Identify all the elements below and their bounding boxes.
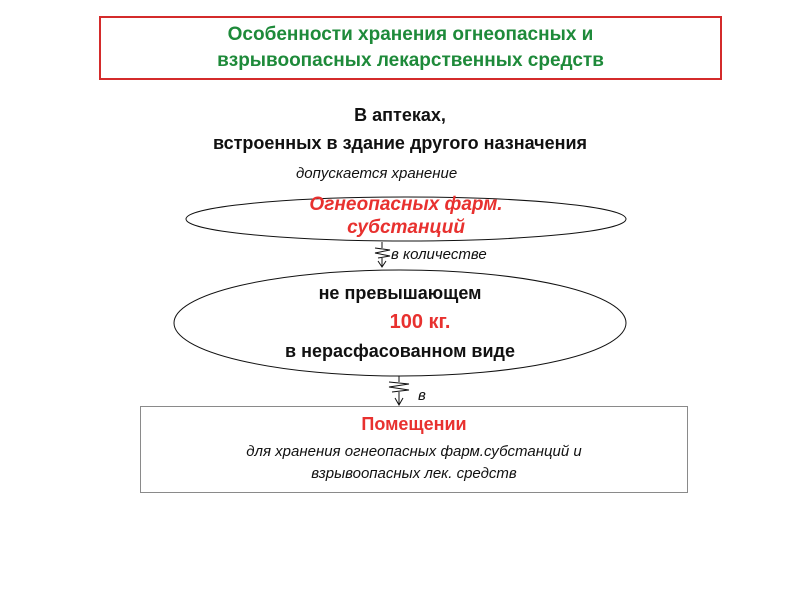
room-title: Помещении <box>361 414 467 434</box>
title-line-1: Особенности хранения огнеопасных и <box>227 24 594 45</box>
bulk-form-text: в нерасфасованном виде <box>285 341 515 361</box>
zigzag-connector-2 <box>389 376 409 405</box>
substance-line-2: субстанций <box>347 217 465 238</box>
heading-line-2: встроенных в здание другого назначения <box>212 133 588 153</box>
room-description <box>141 441 687 485</box>
not-exceeding-text: не превышающем <box>318 283 482 303</box>
title-line-2: взрывоопасных лекарственных средств <box>217 50 604 71</box>
substance-line-1: Огнеопасных фарм. <box>309 194 503 215</box>
room-desc-line-1: для хранения огнеопасных фарм.субстанций и <box>246 443 582 460</box>
heading-line-1: В аптеках, <box>354 105 446 125</box>
room-desc-line-2: взрывоопасных лек. средств <box>311 465 517 482</box>
amount-text: 100 кг. <box>389 311 451 333</box>
title-box <box>99 16 722 80</box>
in-label: в <box>418 387 426 404</box>
in-quantity-label: в количестве <box>391 246 487 263</box>
zigzag-connector-1 <box>375 242 390 267</box>
allowed-storage-label: допускается хранение <box>296 165 458 182</box>
room-box <box>140 406 688 493</box>
